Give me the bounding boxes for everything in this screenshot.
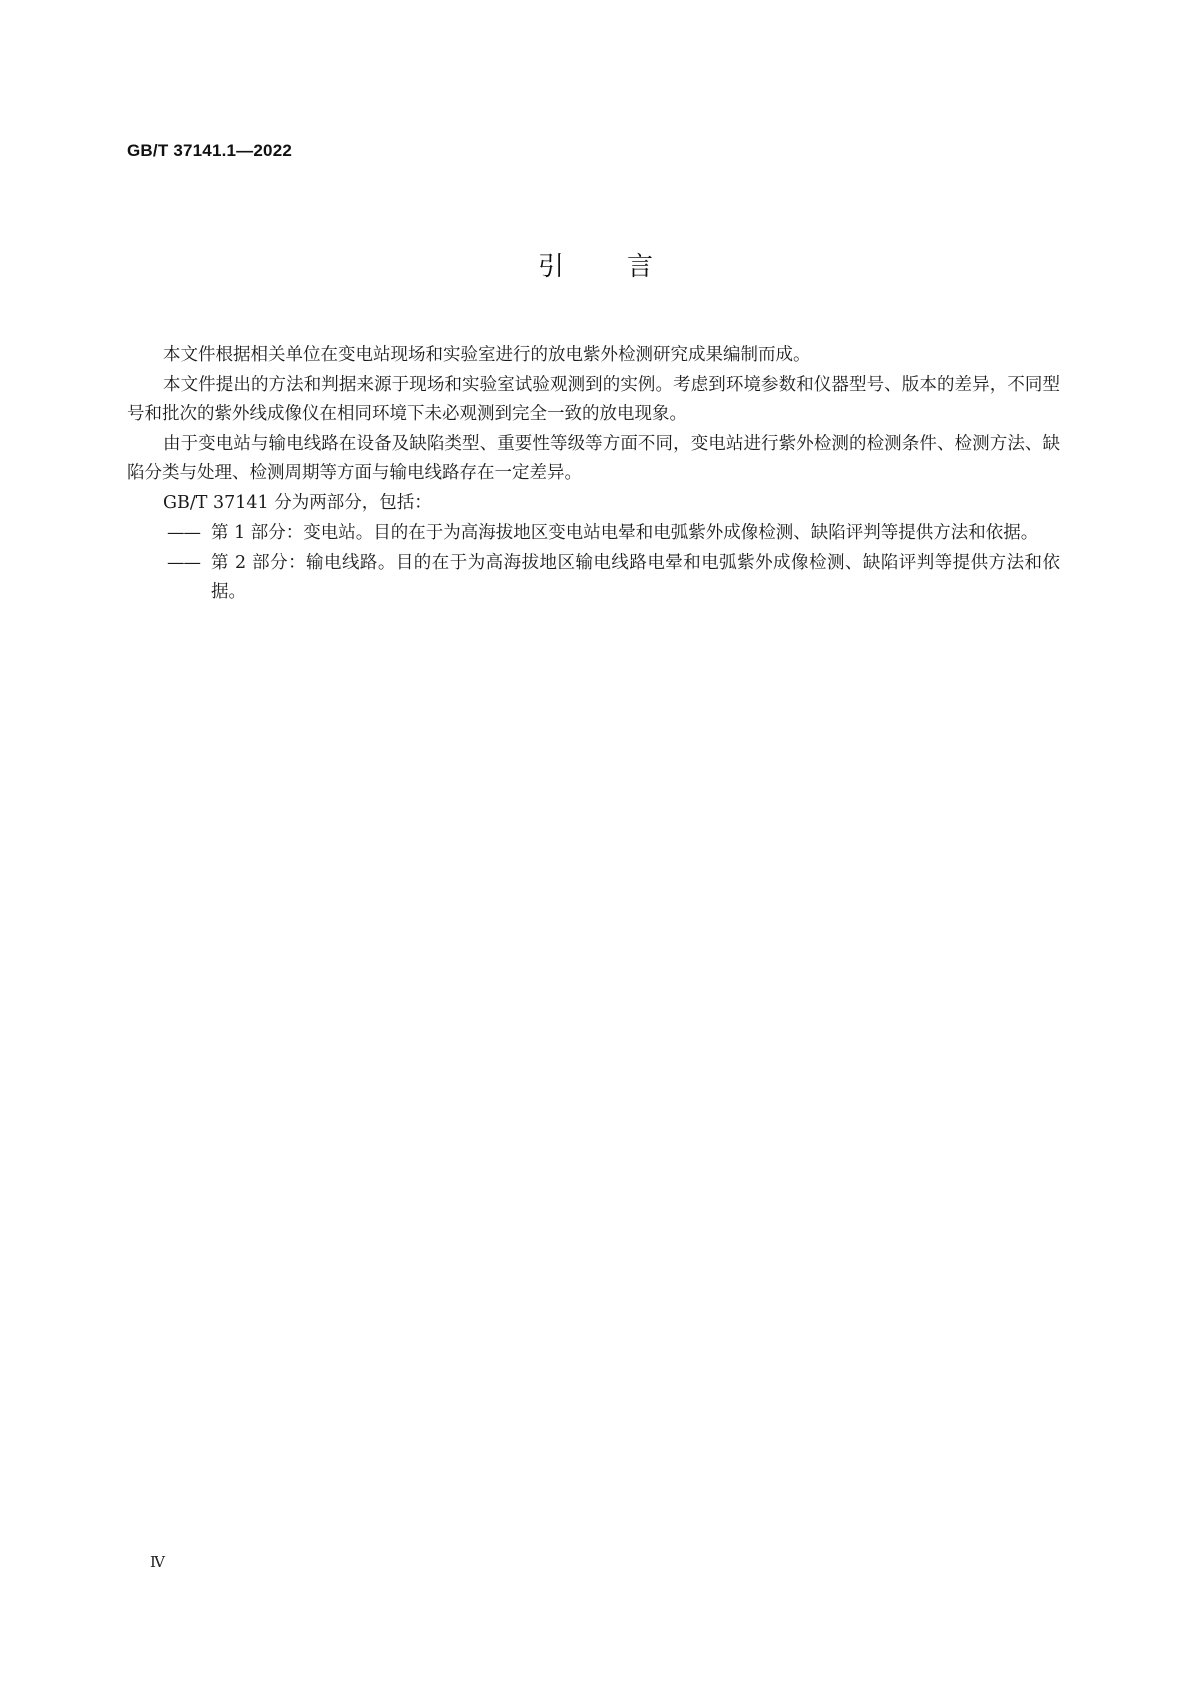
standard-code: GB/T 37141.1—2022 — [127, 141, 292, 160]
paragraph-4: GB/T 37141 分为两部分，包括： — [163, 493, 432, 513]
standard-code-header — [127, 141, 292, 161]
list-item-text: 第 1 部分：变电站。目的在于为高海拔地区变电站电晕和电弧紫外成像检测、缺陷评判等提供方法和依据。 — [211, 523, 1039, 543]
list-item-part-2 — [127, 549, 1060, 607]
paragraph-3: 由于变电站与输电线路在设备及缺陷类型、重要性等级等方面不同，变电站进行紫外检测的检测条件、检测方法、缺陷分类与处理、检测周期等方面与输电线路存在一定差异。 — [127, 434, 1060, 483]
page-title: 引言 — [537, 252, 716, 282]
list-dash: —— — [167, 553, 200, 573]
list-dash: —— — [167, 523, 200, 543]
paragraph-2: 本文件提出的方法和判据来源于现场和实验室试验观测到的实例。考虑到环境参数和仪器型号、版本的差异，不同型号和批次的紫外线成像仪在相同环境下未必观测到完全一致的放电现象。 — [127, 375, 1060, 424]
introduction-body — [127, 341, 1060, 608]
list-item-part-1 — [127, 519, 1060, 548]
paragraph-1: 本文件根据相关单位在变电站现场和实验室进行的放电紫外检测研究成果编制而成。 — [163, 345, 811, 365]
list-item-text: 第 2 部分：输电线路。目的在于为高海拔地区输电线路电晕和电弧紫外成像检测、缺陷评判等提供方法和依据。 — [211, 553, 1060, 602]
page-number: Ⅳ — [150, 1553, 165, 1571]
